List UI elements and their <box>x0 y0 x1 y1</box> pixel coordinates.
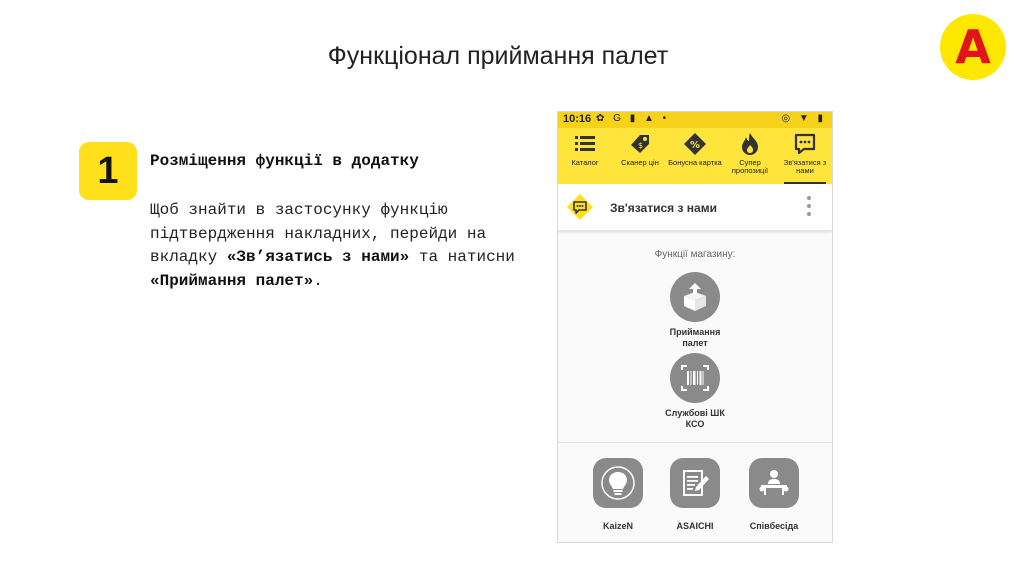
app-tab-bar <box>558 128 832 184</box>
step-number: 1 <box>97 150 119 192</box>
service-barcodes-button[interactable] <box>635 353 755 430</box>
phone-screenshot <box>557 111 833 543</box>
tab-catalog[interactable] <box>558 131 612 183</box>
system-status-icons: ◎ ▼ ▮ <box>781 113 826 124</box>
document-edit-icon <box>670 458 720 508</box>
instruction-part3: . <box>313 271 323 290</box>
instruction-button-name: «Приймання палет» <box>150 271 314 290</box>
box-upload-icon <box>670 272 720 322</box>
tab-super-offers[interactable] <box>723 131 777 183</box>
tab-label: Зв'язатися з нами <box>783 158 827 175</box>
screen-header <box>558 184 832 230</box>
header-title: Зв'язатися з нами <box>610 201 717 215</box>
svg-text:$: $ <box>638 141 644 150</box>
tab-label: Супер пропозиції <box>731 158 769 175</box>
instruction-part1: Щоб знайти в застосунку функцію підтвердження накладних, перейди на вкладку <box>150 201 487 266</box>
more-options-icon[interactable] <box>807 196 811 220</box>
function-label: Приймання палет <box>669 327 721 348</box>
bonus-card-icon <box>682 131 708 157</box>
bottom-item-label: KaizeN <box>602 521 633 531</box>
list-icon <box>572 131 598 157</box>
interview-icon <box>749 458 799 508</box>
pallet-acceptance-button[interactable] <box>635 272 755 349</box>
tab-label: Каталог <box>571 158 599 167</box>
section-label: Функції магазину: <box>654 249 736 260</box>
chat-badge-icon <box>566 193 594 221</box>
instruction-part2: та натисни <box>409 248 515 266</box>
tab-label: Сканер цін <box>621 158 659 167</box>
status-bar <box>558 112 832 128</box>
step-instruction <box>150 199 520 293</box>
svg-text:%: % <box>690 140 701 151</box>
status-time: 10:16 <box>563 113 592 125</box>
tab-bonus-card[interactable] <box>668 131 722 183</box>
step-number-badge <box>79 142 137 200</box>
interview-button[interactable] <box>734 458 814 531</box>
bottom-item-label: ASAICHI <box>676 521 714 531</box>
tab-price-scanner[interactable] <box>613 131 667 183</box>
instruction-tab-name: «Зв’язатись з нами» <box>226 248 410 266</box>
step-heading: Розміщення функції в додатку <box>150 152 419 170</box>
barcode-icon <box>670 353 720 403</box>
function-label: Службові ШК КСО <box>665 408 725 429</box>
divider <box>558 442 832 443</box>
price-tag-icon <box>627 131 653 157</box>
flame-icon <box>737 131 763 157</box>
logo-letter: А <box>955 20 991 74</box>
notification-icons: ✿ G ▮ ▲ • <box>596 113 670 124</box>
slide-title: Функціонал приймання палет <box>327 42 669 70</box>
kaizen-button[interactable] <box>578 458 658 531</box>
asaichi-button[interactable] <box>655 458 735 531</box>
tab-label: Бонусна картка <box>668 158 722 167</box>
tab-contact-us[interactable] <box>778 131 832 183</box>
lightbulb-icon <box>593 458 643 508</box>
brand-logo <box>940 14 1006 80</box>
chat-icon <box>792 131 818 157</box>
bottom-item-label: Співбесіда <box>749 521 799 531</box>
